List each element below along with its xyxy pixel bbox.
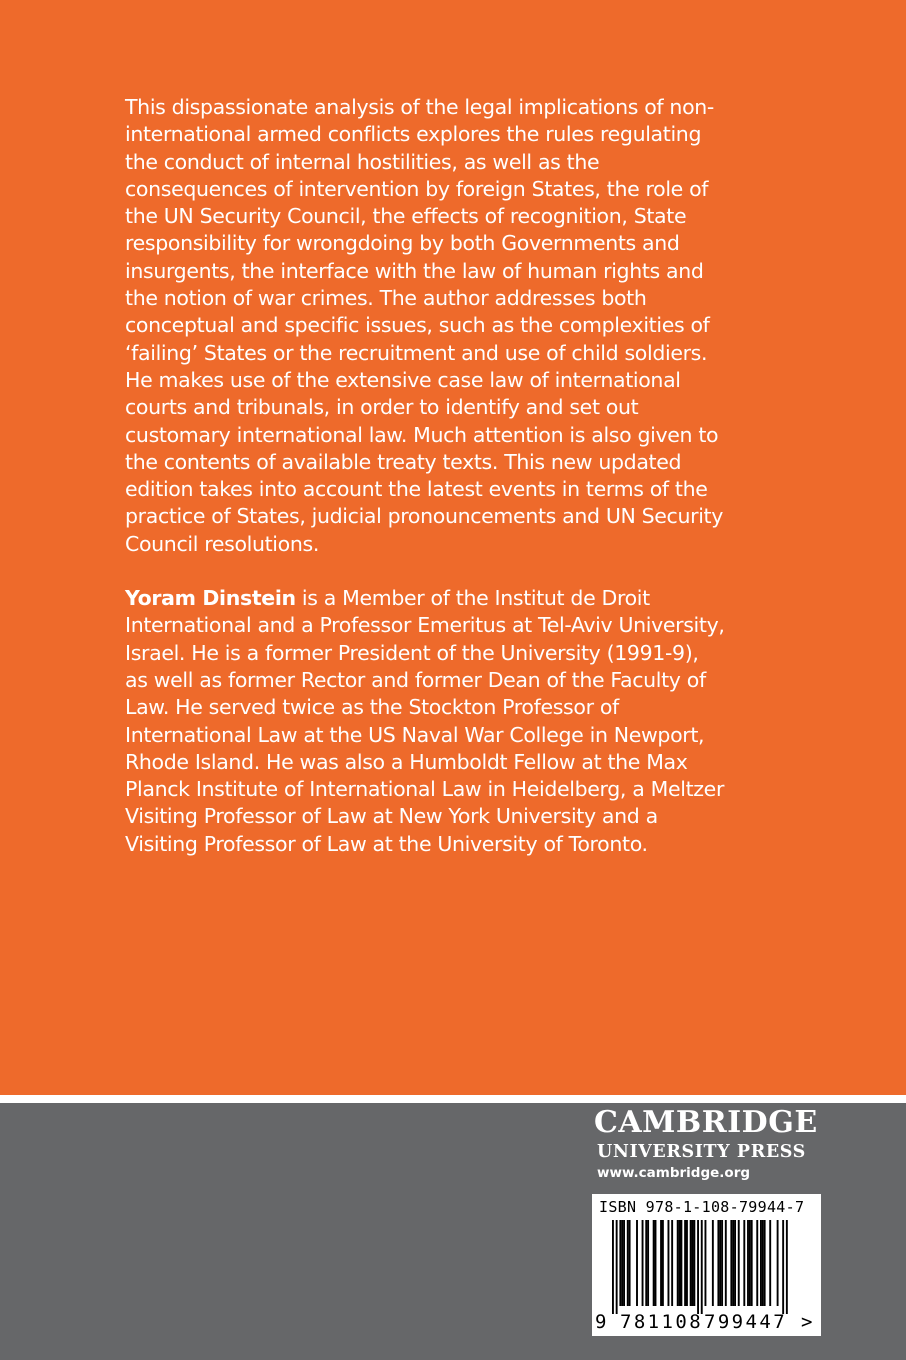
barcode-bar: [725, 1220, 727, 1306]
barcode-bar: [730, 1220, 732, 1306]
barcode-bar: [636, 1220, 638, 1306]
barcode-bar: [705, 1220, 707, 1306]
publisher-url: www.cambridge.org: [597, 1165, 751, 1181]
barcode-bar: [692, 1220, 694, 1306]
ean-first-digit: 9: [595, 1311, 607, 1333]
barcode-bar: [668, 1220, 670, 1306]
barcode-bar: [686, 1220, 688, 1306]
publisher-logo: [594, 1104, 824, 1184]
barcode-bar: [653, 1220, 655, 1306]
barcode-bar: [756, 1220, 758, 1306]
barcode-bar: [751, 1220, 753, 1306]
barcode-bar: [684, 1220, 686, 1306]
barcode-bar: [721, 1220, 723, 1306]
ean-right-group: 799447: [704, 1311, 788, 1333]
barcode-bar: [777, 1220, 779, 1306]
barcode-bar: [679, 1220, 681, 1306]
barcode-bar: [690, 1220, 692, 1306]
barcode-bar: [621, 1220, 623, 1306]
author-bio-paragraph: [125, 585, 725, 858]
barcode-bar: [647, 1220, 649, 1306]
barcode-bar: [738, 1220, 740, 1306]
barcode-bar: [762, 1220, 764, 1306]
barcode-bar: [655, 1220, 657, 1306]
barcode-bar: [764, 1220, 766, 1306]
barcode-bar: [743, 1220, 745, 1306]
barcode-bar: [732, 1220, 734, 1306]
author-bio: is a Member of the Institut de Droit International and a Professor Emeritus at Tel-Aviv University, Israel. He is a former President of the University (1991-9), as well as former Rector and former Dean of the Faculty of Law. He served twice as the Stockton Professor of International Law at the US Naval War College in Newport, Rhode Island. He was also a Humboldt Fellow at the Max Planck Institute of International Law in Heidelberg, a Meltzer Visiting Professor of Law at New York University and a Visiting Professor of Law at the University of Toronto.: [125, 586, 725, 856]
barcode-bar: [717, 1220, 719, 1306]
back-cover-blurb: [125, 94, 725, 858]
barcode-bar: [616, 1220, 618, 1314]
barcode-bar: [623, 1220, 625, 1306]
footer-divider: [0, 1095, 906, 1103]
barcode-bar: [697, 1220, 699, 1314]
barcode-bar: [712, 1220, 714, 1306]
barcode-bar: [760, 1220, 762, 1306]
barcode-bar: [662, 1220, 664, 1306]
barcode-bar: [693, 1220, 695, 1306]
ean-left-group: 781108: [620, 1311, 704, 1333]
author-name: Yoram Dinstein: [125, 586, 296, 611]
barcode-bar: [782, 1220, 784, 1314]
barcode-bar: [747, 1220, 749, 1306]
barcode-bar: [719, 1220, 721, 1306]
barcode-bar: [627, 1220, 629, 1306]
barcode-bar: [749, 1220, 751, 1306]
barcode-bar: [642, 1220, 644, 1306]
barcode-bar: [701, 1220, 703, 1314]
barcode-bar: [619, 1220, 621, 1306]
barcode-bars: [612, 1220, 802, 1314]
barcode-bar: [629, 1220, 631, 1306]
book-description: This dispassionate analysis of the legal implications of non-international armed conflicts explores the rules regulating the conduct of internal hostilities, as well as the consequences of intervention by foreign States, the role of the UN Security Council, the effects of recognition, State responsibility for wrongdoing by both Governments and insurgents, the interface with the law of human rights and the notion of war crimes. The author addresses both conceptual and specific issues, such as the complexities of ‘failing’ States or the recruitment and use of child soldiers. He makes use of the extensive case law of international courts and tribunals, in order to identify and set out customary international law. Much attention is also given to the contents of available treaty texts. This new updated edition takes into account the latest events in terms of the practice of States, judicial pronouncements and UN Security Council resolutions.: [125, 95, 724, 556]
ean-quiet-marker: >: [801, 1311, 813, 1333]
isbn-barcode: [592, 1194, 821, 1336]
barcode-bar: [645, 1220, 647, 1306]
publisher-name: CAMBRIDGE: [594, 1105, 818, 1140]
publisher-subtitle: UNIVERSITY PRESS: [597, 1142, 806, 1162]
isbn-label: ISBN 978-1-108-79944-7: [599, 1198, 805, 1216]
barcode-bar: [671, 1220, 673, 1306]
barcode-bar: [786, 1220, 788, 1314]
barcode-bar: [612, 1220, 614, 1314]
barcode-bar: [660, 1220, 662, 1306]
barcode-bar: [677, 1220, 679, 1306]
barcode-bar: [769, 1220, 771, 1306]
barcode-bar: [680, 1220, 682, 1306]
barcode-bar: [734, 1220, 736, 1306]
